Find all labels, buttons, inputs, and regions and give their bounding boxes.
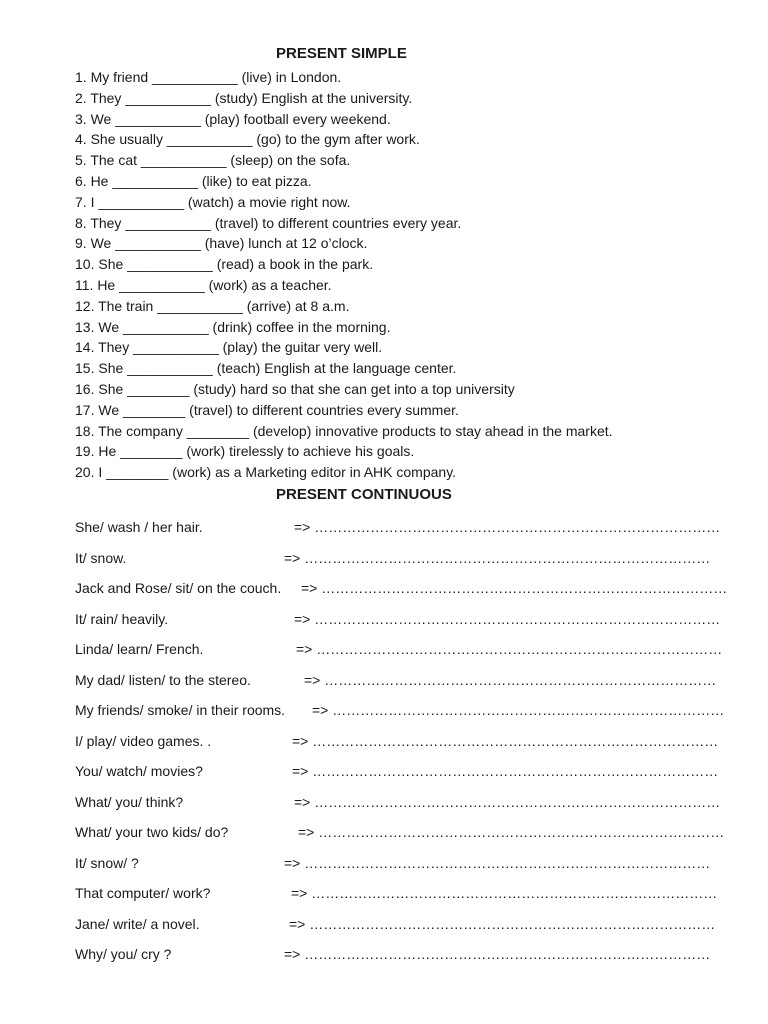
exercise-prompt: Jane/ write/ a novel.	[75, 915, 200, 932]
answer-blank[interactable]: => ……………………………………………………………………………	[298, 824, 725, 840]
answer-blank[interactable]: => ……………………………………………………………………………	[296, 641, 723, 657]
present-simple-item: 1. My friend ___________ (live) in London.	[75, 69, 342, 85]
exercise-prompt: What/ you/ think?	[75, 793, 184, 810]
exercise-prompt: My dad/ listen/ to the stereo.	[75, 671, 251, 688]
answer-blank[interactable]: => ……………………………………………………………………………	[284, 854, 711, 871]
present-simple-item: 11. He ___________ (work) as a teacher.	[75, 276, 332, 293]
present-simple-item: 2. They ___________ (study) English at the university.	[75, 89, 413, 106]
present-simple-item: 19. He ________ (work) tirelessly to achieve his goals.	[75, 443, 415, 460]
present-continuous-heading: PRESENT CONTINUOUS	[276, 486, 452, 503]
exercise-prompt: It/ rain/ heavily.	[75, 610, 169, 627]
exercise-prompt: You/ watch/ movies?	[75, 763, 203, 779]
present-simple-item: 16. She ________ (study) hard so that she can get into a top university	[75, 380, 515, 397]
answer-blank[interactable]: => ……………………………………………………………………………	[284, 549, 711, 566]
exercise-prompt: Why/ you/ cry ?	[75, 946, 172, 962]
present-simple-item: 5. The cat ___________ (sleep) on the sofa.	[75, 152, 351, 169]
present-simple-item: 13. We ___________ (drink) coffee in the morning.	[75, 318, 391, 335]
answer-blank[interactable]: => ……………………………………………………………………………	[284, 946, 711, 962]
present-simple-item: 8. They ___________ (travel) to different countries every year.	[75, 214, 462, 231]
present-simple-item: 10. She ___________ (read) a book in the park.	[75, 256, 374, 273]
present-simple-item: 18. The company ________ (develop) innovative products to stay ahead in the market.	[75, 422, 613, 439]
exercise-prompt: My friends/ smoke/ in their rooms.	[75, 702, 286, 718]
present-simple-heading: PRESENT SIMPLE	[276, 45, 407, 62]
exercise-prompt: What/ your two kids/ do?	[75, 824, 229, 840]
present-simple-item: 4. She usually ___________ (go) to the gym after work.	[75, 131, 420, 148]
exercise-prompt: Linda/ learn/ French.	[75, 641, 204, 657]
exercise-prompt: I/ play/ video games. .	[75, 732, 212, 749]
present-simple-list	[75, 67, 613, 483]
answer-blank[interactable]: => …………………………………………………………………………	[304, 671, 717, 688]
present-simple-item: 14. They ___________ (play) the guitar very well.	[75, 339, 383, 356]
present-simple-item: 6. He ___________ (like) to eat pizza.	[75, 172, 312, 189]
answer-blank[interactable]: => ……………………………………………………………………………	[301, 580, 728, 596]
answer-blank[interactable]: => ……………………………………………………………………………	[294, 610, 721, 627]
present-simple-item: 15. She ___________ (teach) English at the language center.	[75, 360, 457, 377]
answer-blank[interactable]: => ……………………………………………………………………………	[292, 732, 719, 749]
present-simple-item: 9. We ___________ (have) lunch at 12 o’clock.	[75, 235, 368, 252]
answer-blank[interactable]: => ……………………………………………………………………………	[289, 915, 716, 932]
present-simple-item: 12. The train ___________ (arrive) at 8 a.m.	[75, 297, 350, 314]
exercise-prompt: That computer/ work?	[75, 885, 211, 901]
answer-blank[interactable]: => ……………………………………………………………………………	[294, 519, 721, 535]
answer-blank[interactable]: => …………………………………………………………………………	[312, 702, 725, 718]
present-simple-item: 7. I ___________ (watch) a movie right now.	[75, 193, 351, 210]
present-simple-item: 3. We ___________ (play) football every weekend.	[75, 110, 391, 127]
present-simple-item: 20. I ________ (work) as a Marketing editor in AHK company.	[75, 464, 457, 481]
exercise-prompt: She/ wash / her hair.	[75, 519, 203, 535]
exercise-prompt: Jack and Rose/ sit/ on the couch.	[75, 580, 282, 596]
exercise-prompt: It/ snow/ ?	[75, 854, 139, 871]
answer-blank[interactable]: => ……………………………………………………………………………	[292, 763, 719, 779]
present-simple-item: 17. We ________ (travel) to different countries every summer.	[75, 401, 459, 418]
exercise-prompt: It/ snow.	[75, 549, 127, 566]
answer-blank[interactable]: => ……………………………………………………………………………	[294, 793, 721, 810]
answer-blank[interactable]: => ……………………………………………………………………………	[291, 885, 718, 901]
